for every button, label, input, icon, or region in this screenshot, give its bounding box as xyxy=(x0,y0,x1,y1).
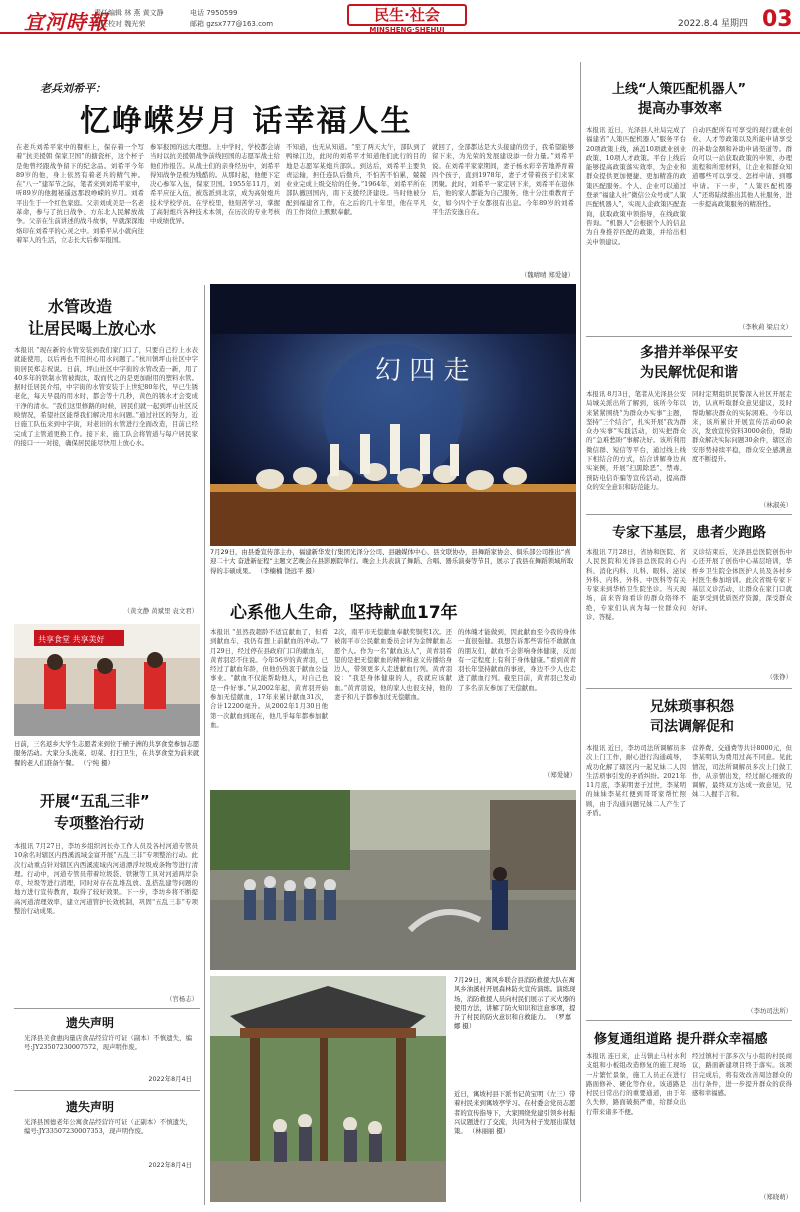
fire-photo-caption xyxy=(454,976,576,1084)
stage-caption-text: 7月29日，由县委宣传部主办，福建新华发行集团光泽分公司、县融媒体中心、县文联协办，县舞蹈家协会、俱乐部公司推出“喜迎二十大 奋进新征程”主题文艺晚会在县影剧院举行。晚会上共表演了舞蹈、合唱、器乐演奏等节目，展示了我县在舞蹈领域所取得的丰硕成果。 xyxy=(210,548,574,575)
volunteer-kitchen-photo xyxy=(14,624,200,736)
safety-article-col2: 同时定期组织民警深入社区开展走访，认真听取群众意见建议，及时帮助解决群众的实际困难。今年以来，该所累计开展宣传活动60余次，发放宣传资料3000余份，帮助群众解决实际问题30余件，辖区治安形势持续平稳，群众安全感满意度不断提升。 xyxy=(692,390,792,464)
stage-caption-credit: （李楠楠 饶远平 摄） xyxy=(256,566,319,575)
ai-article-title: 提高办事效率 xyxy=(638,101,722,117)
main-article-col1: 在老兵刘希平家中的餐柜上，保存着一个写着“抗美援朝 保家卫国”的搪瓷杯，这个杯子是他曾经跟战争留下的纪念品。刘希平今年89岁的他，身上依然有着老兵的精气神。在“八一”建军节之际，笔者来到刘希平家中，听89岁的他揭秘遥远那段峥嵘的岁月。刘希平出生于一个红色家庭。父亲刘成美是一名老革命，参与了抗日战争、方东北人民解放战争。父亲在生前讲述的战斗故事，早就深深地烙印在刘希平的心灵之中。刘希平从小就向往着军人的生活，立志长大后参军报国。 xyxy=(16,143,144,244)
pavilion-photo xyxy=(210,976,446,1202)
water-article-title-2: 让居民喝上放心水 xyxy=(28,319,157,338)
volunteer-banner-text: 共享食堂 共享美好 xyxy=(38,635,105,644)
section-pinyin: MINSHENG·SHEHUI xyxy=(369,26,445,34)
notice-2-body: 光泽县国德老年公寓食品经营许可证（正副本）不慎遗失，编号:JY33507230007353，现声明作废。 xyxy=(24,1118,192,1136)
five-article-title-1: 开展“五乱三非” xyxy=(40,792,150,810)
mediation-article-byline: （李坊司法所） xyxy=(747,1007,792,1015)
five-article-title-2: 专项整治行动 xyxy=(54,814,145,832)
fire-drill-photo xyxy=(210,790,576,970)
notice-divider xyxy=(14,1008,200,1009)
issue-date: 2022.8.4 星期四 xyxy=(678,19,748,29)
notice-2-title: 遗失声明 xyxy=(66,1100,115,1114)
notice-1-title: 遗失声明 xyxy=(66,1016,115,1030)
pavilion-caption-credit: （林丽丽 摄） xyxy=(468,1127,510,1136)
water-article-title-1: 水管改造 xyxy=(48,297,113,316)
email-label: 邮箱 gzsx777@163.com xyxy=(190,20,274,28)
road-article-title: 修复通组道路 提升群众幸福感 xyxy=(594,1032,768,1047)
expert-article-title: 专家下基层，患者少跑路 xyxy=(612,525,766,541)
column-divider xyxy=(580,62,581,1202)
fire-caption-credit: （罗嘉娜 摄） xyxy=(454,1013,572,1031)
fire-caption-text: 7月29日，寓风乡联合县消防救援大队在寓风乡油溪村开展森林防火宣传演练。演练现场，消防救援人员向村民们展示了灭火器的使用方法，讲解了防火知识和注意事项，提升了村民的防火意识和自救能力。 xyxy=(454,976,576,1022)
article-divider xyxy=(586,1020,792,1021)
road-article-col2: 经过镇村干部多次与小组的村民商议，路面新建项目终于落实。该项目完成后，将有效改善周边群众的出行条件，进一步提升群众的获得感和幸福感。 xyxy=(692,1052,792,1098)
notice-1-body: 光泽县美食惠肉量店食品经营许可证（副本）不慎遗失，编号:JY23507230007572，现声明作废。 xyxy=(24,1034,192,1052)
article-divider xyxy=(586,336,792,337)
notice-2-date: 2022年8月4日 xyxy=(148,1161,192,1169)
ai-article-byline: （李秋莉 梁启文） xyxy=(738,323,792,331)
safety-article-byline: （林淑英） xyxy=(760,501,792,509)
water-article-body: 本报讯 “现在新的水管安装到我们家门口了，只要自己拧上水表就能使用，以后再也不用担心用水问题了。”杭川镇坪山社区中字街居民郑志祝说。日前，坪山社区中字街的水管改造一新，用了40多年的铁制水管被淘汰，取而代之的是更加耐用的塑料水管。据时任居民介绍，中字街的水管安装于上世纪80年代，早已生锈老化，每天早晨的用水时，都会等十几秒，黄色的锈水才会变成干净的清水。“我们这里修路的时候，居民们就一起到坪山社区反映情况，希望社区能帮我们解决用水问题。”通过社区的努力，近日施工队伍来到中字街，对老旧的水管进行全面改造，目前已经完成了主管道更换工作。接下来，施工队会将管道与每户居民家的接口一一对接，确保居民能尽快用上放心水。 xyxy=(14,346,198,447)
article-divider xyxy=(586,514,792,515)
stage-performance-photo xyxy=(210,284,576,546)
column-divider xyxy=(204,285,205,1205)
main-article-title: 忆峥嵘岁月 话幸福人生 xyxy=(80,104,413,139)
expert-article-byline: （张铮） xyxy=(766,673,792,681)
mediation-article-col1: 本报讯 近日，李坊司法所调解员多次上门工作，耐心进行沟通疏导，成功化解了辖区内一起兄妹二人因生活琐事引发的矛盾纠纷。2021年11月底，李某明妻子过世，李某明的妹妹李某红便到哥哥家帮忙照顾，由于沟通问题兄妹二人产生了矛盾。 xyxy=(586,744,686,818)
heart-article-col1: 本报讯 “虽然我超龄不适宜献血了，但看到献血车，我仍有想上前献血的冲动。”7月29日，经过停在县政府门口的献血车，黄青羽忍不住说。今年56岁的黄青羽，已经过了献血年龄，但他仍热衷于献血公益事业。“献血不仅能帮助他人，对自己也是一件好事。”从2002年起，黄青羽开始参加无偿献血，17年来累计献血31次，合计12200毫升。从2002年1月30日他第一次献血到现在，他几乎每年都参加献血。 xyxy=(210,628,328,729)
notice-1-date: 2022年8月4日 xyxy=(148,1075,192,1083)
main-article-col3: 不知道，也无从知道。“至了两天大午，部队到了鸭绿江边，此时的刘希平才知道他们此行的目的地是志愿军某炮兵部队。到达后，刘希平主要负责运输，担任连队后勤兵，不怕苦不怕累，兢兢业业完成上级交给的任务。”1964年，刘希平所在部队撤回国内，南下支援经济建设。当时他被分配到福建省工作，在之后的几十年里，他在平凡的工作岗位上默默奉献。 xyxy=(286,143,426,217)
safety-article-title-2: 为民解忧促和谐 xyxy=(640,365,738,381)
heart-article-byline: （郑爱婕） xyxy=(544,771,576,779)
road-article-col1: 本报讯 连日来，止马镇止马村水利支组和小板组改造修复的施工现场一片繁忙景象，施工人员正在进行路面修补、硬化等作业。该道路是村民日常出行的重要通道，由于年久失修，路面破损严重，给群众出行带来诸多不便。 xyxy=(586,1052,686,1116)
newspaper-logo: 宜河時報 xyxy=(24,10,108,34)
pavilion-caption-text: 近日，寓坡村县下派书记黄宝明（左三）带着村民来到寓坡亭学习。在村委会党员志愿者的宣传指导下，大家围绕党建引领乡村振兴议题进行了交流，共同为村子发展出谋划策。 xyxy=(454,1090,576,1136)
main-article-col2: 参军报国的远大理想。上中学时，学校都会请当时以抗美援朝战争前线回国的志愿军战士给他们作报告。从战士们的亲身经历中，刘希平得知战争是极为残酷的。从那时起，他便下定决心参军入伍，保家卫国。1955年11月，刘希平应征入伍，被选派到北京，成为高射炮兵技术学校学员。在学校里，他刻苦学习，掌握了高射炮兵各种技术本领，在历次的专业考核中成绩优异。 xyxy=(150,143,280,226)
ai-article-col1: 本报讯 近日，光泽县人社局完成了福建省“人策匹配机器人”服务平台20项政策上线，涵盖10项就业创业政策、10项人才政策。平台上线后能够提高政策落实效率，为企业和群众提供更加便捷、更加精准的政策匹配服务。个人、企业可以通过登录“福建人社”微信公众号或“人策匹配机器人”，实现人企政策匹配查询，获取政策申领指导，在线政策咨询。“机器人”会根据个人的信息为自身推荐匹配的政策，并给出相关申领建议。 xyxy=(586,126,686,246)
main-article-col4: 就回了，全部都达是大头接建的房子，我希望能够留下来，为光荣的发展建设添一份力量。”刘希平说。在刘希平家家期间，妻子杨永彩辛苦地养育着四个孩子，直到1978年，妻子才带着孩子们来家团聚。此时，刘希平一家定居下来，刘希平在退休后，他的家人都能为自己服务，他十分注重教育子女，如今四个子女都很有出息。今年89岁的刘希平生活安逸自在。 xyxy=(432,143,574,217)
page-number: 03 xyxy=(762,7,793,32)
ai-article-pretitle: 上线“人策匹配机器人” xyxy=(612,82,747,97)
expert-article-col2: 义诊结束后，光泽县总医院创伤中心还开展了创伤中心基层培训，华桥乡卫生院全体医护人员及各村乡村医生参加培训。此次省级专家下基层义诊活动，让群众在家门口就能享受到优质医疗资源，深受群众好评。 xyxy=(692,548,792,612)
heart-article-title: 心系他人生命，坚持献血17年 xyxy=(230,603,458,623)
heart-article-col3: 的体魄才能做到，因此献血至今我的身体一直很强健。我想告诉那些害怕不敢献血的朋友们，献血不会影响身体健康，反而有一定程度上有利于身体健康。”看到黄青羽长年坚持献血的事迹，身边不少人也走进了献血行列。截至目前，黄青羽已发动了多名亲友参加了无偿献血。 xyxy=(458,628,576,692)
road-article-byline: （郑晓萌） xyxy=(760,1193,792,1201)
main-article-pretitle: 老兵刘希平： xyxy=(40,82,106,95)
volunteer-caption-credit: （宁纯 摄） xyxy=(79,758,114,767)
mediation-article-title-1: 兄妹琐事积怨 xyxy=(650,699,734,715)
stage-backdrop-text: 幻 四 走 xyxy=(375,356,470,386)
ai-article-col2: 自动匹配所有可享受的现行就业创业、人才等政策以及所能申请享受的补助金额和补助申请渠道等。群众可以一站获取政策的申领、办理流程和所需材料，让企业和群众知道哪些可以享受、怎样申请、到哪申请。下一步，“人策匹配机器人”还将陆续推出其他人社服务，进一步提高政策服务的精准性。 xyxy=(692,126,792,209)
volunteer-caption-text: 日前，三名返乡大学生志愿者来到位于横子洲的共享食堂参加志愿服务活动。大家分头洗菜、切菜、打扫卫生，在共享食堂为前来就餐的老人们准备午餐。 xyxy=(14,740,200,767)
five-article-byline: （官杨志） xyxy=(166,995,198,1003)
heart-article-col2: 2次，南平市无偿献血奉献奖铜奖1次。还被南平市公民献血委员会评为金牌献血志愿个人。作为一名“献血达人”，黄青羽希望的是把无偿献血的精神和意义传播给身边人，带领更多人走进献血行列。黄青羽说：“我是身体健康的人，我就应该献血。”黄青羽说，他的家人也很支持，他的妻子和儿子都参加过无偿献血。 xyxy=(334,628,452,702)
mediation-article-title-2: 司法调解促和 xyxy=(650,719,734,735)
safety-article-col1: 本报讯 8月3日，笔者从光泽县公安局城关派出所了解到，该所今年以来紧紧围绕“为群众办实事”主题，坚持“三个结合”，扎实开展“我为群众办实事”实践活动，切实把群众的“急难愁盼”事解决好。该所利用微信群、短信等平台，通过线上线下相结合的方式，结合讲解身边真实案例，开展“扫黑除恶”、禁毒、预防电信诈骗等宣传活动，提高群众的安全意识和防范能力。 xyxy=(586,390,686,491)
article-divider xyxy=(586,688,792,689)
safety-article-title-1: 多措并举保平安 xyxy=(640,345,738,361)
phone-label: 电话 7950599 xyxy=(190,9,238,17)
section-title: 民生·社会 xyxy=(347,4,467,26)
five-article-body: 本报讯 7月27日，李坊乡组织河长办工作人员及各村河道专管员10余名对辖区内西溪流域金富开展“五乱三非”专项整治行动。此次行动重点针对辖区内西溪流域内河道漂浮垃圾成条物等进行清理。行动中，河道专管员带着垃圾袋、铁锹等工具对河道两岸杂草、垃圾等进行清理，同时对存在乱堆乱放、乱搭乱建等问题的地方进行宣传教育，取得了较好效果。下一步，李坊乡将不断提高河道清理效率，建立河道管护长效机制，巩固“五乱三非”专项整治行动成果。 xyxy=(14,842,198,916)
editor-line-1: 责任编辑 林 燕 黄文静 xyxy=(94,9,164,17)
expert-article-col1: 本报讯 7月28日，省协和医院、省人民医院和光泽县总医院的心内科、消化内科、儿科、眼科、泌尿外科、内科、外科、中医科等有关专家来到华桥卫生院坐诊。当天现场，前来咨询看诊的群众络绎不绝，专家们认真为每一位群众问诊、答疑。 xyxy=(586,548,686,622)
stage-photo-caption xyxy=(210,548,576,588)
notice-divider xyxy=(14,1090,200,1091)
water-article-byline: （黄文静 黄斌里 袁文君） xyxy=(123,607,198,615)
mediation-article-col2: 营养费、交通费等共计8000元，但李某明认为费用过高不同意。见此情况，司法所调解员多次上门做工作，从亲情出发，经过耐心细致的调解，最终双方达成一致意见，兄妹二人握手言和。 xyxy=(692,744,792,799)
volunteer-photo-caption xyxy=(14,740,200,782)
pavilion-photo-caption xyxy=(454,1090,576,1200)
main-article-byline: （魏晴晴 郑爱婕） xyxy=(520,271,574,279)
editor-line-2: 责任校对 魏光荣 xyxy=(94,20,146,28)
